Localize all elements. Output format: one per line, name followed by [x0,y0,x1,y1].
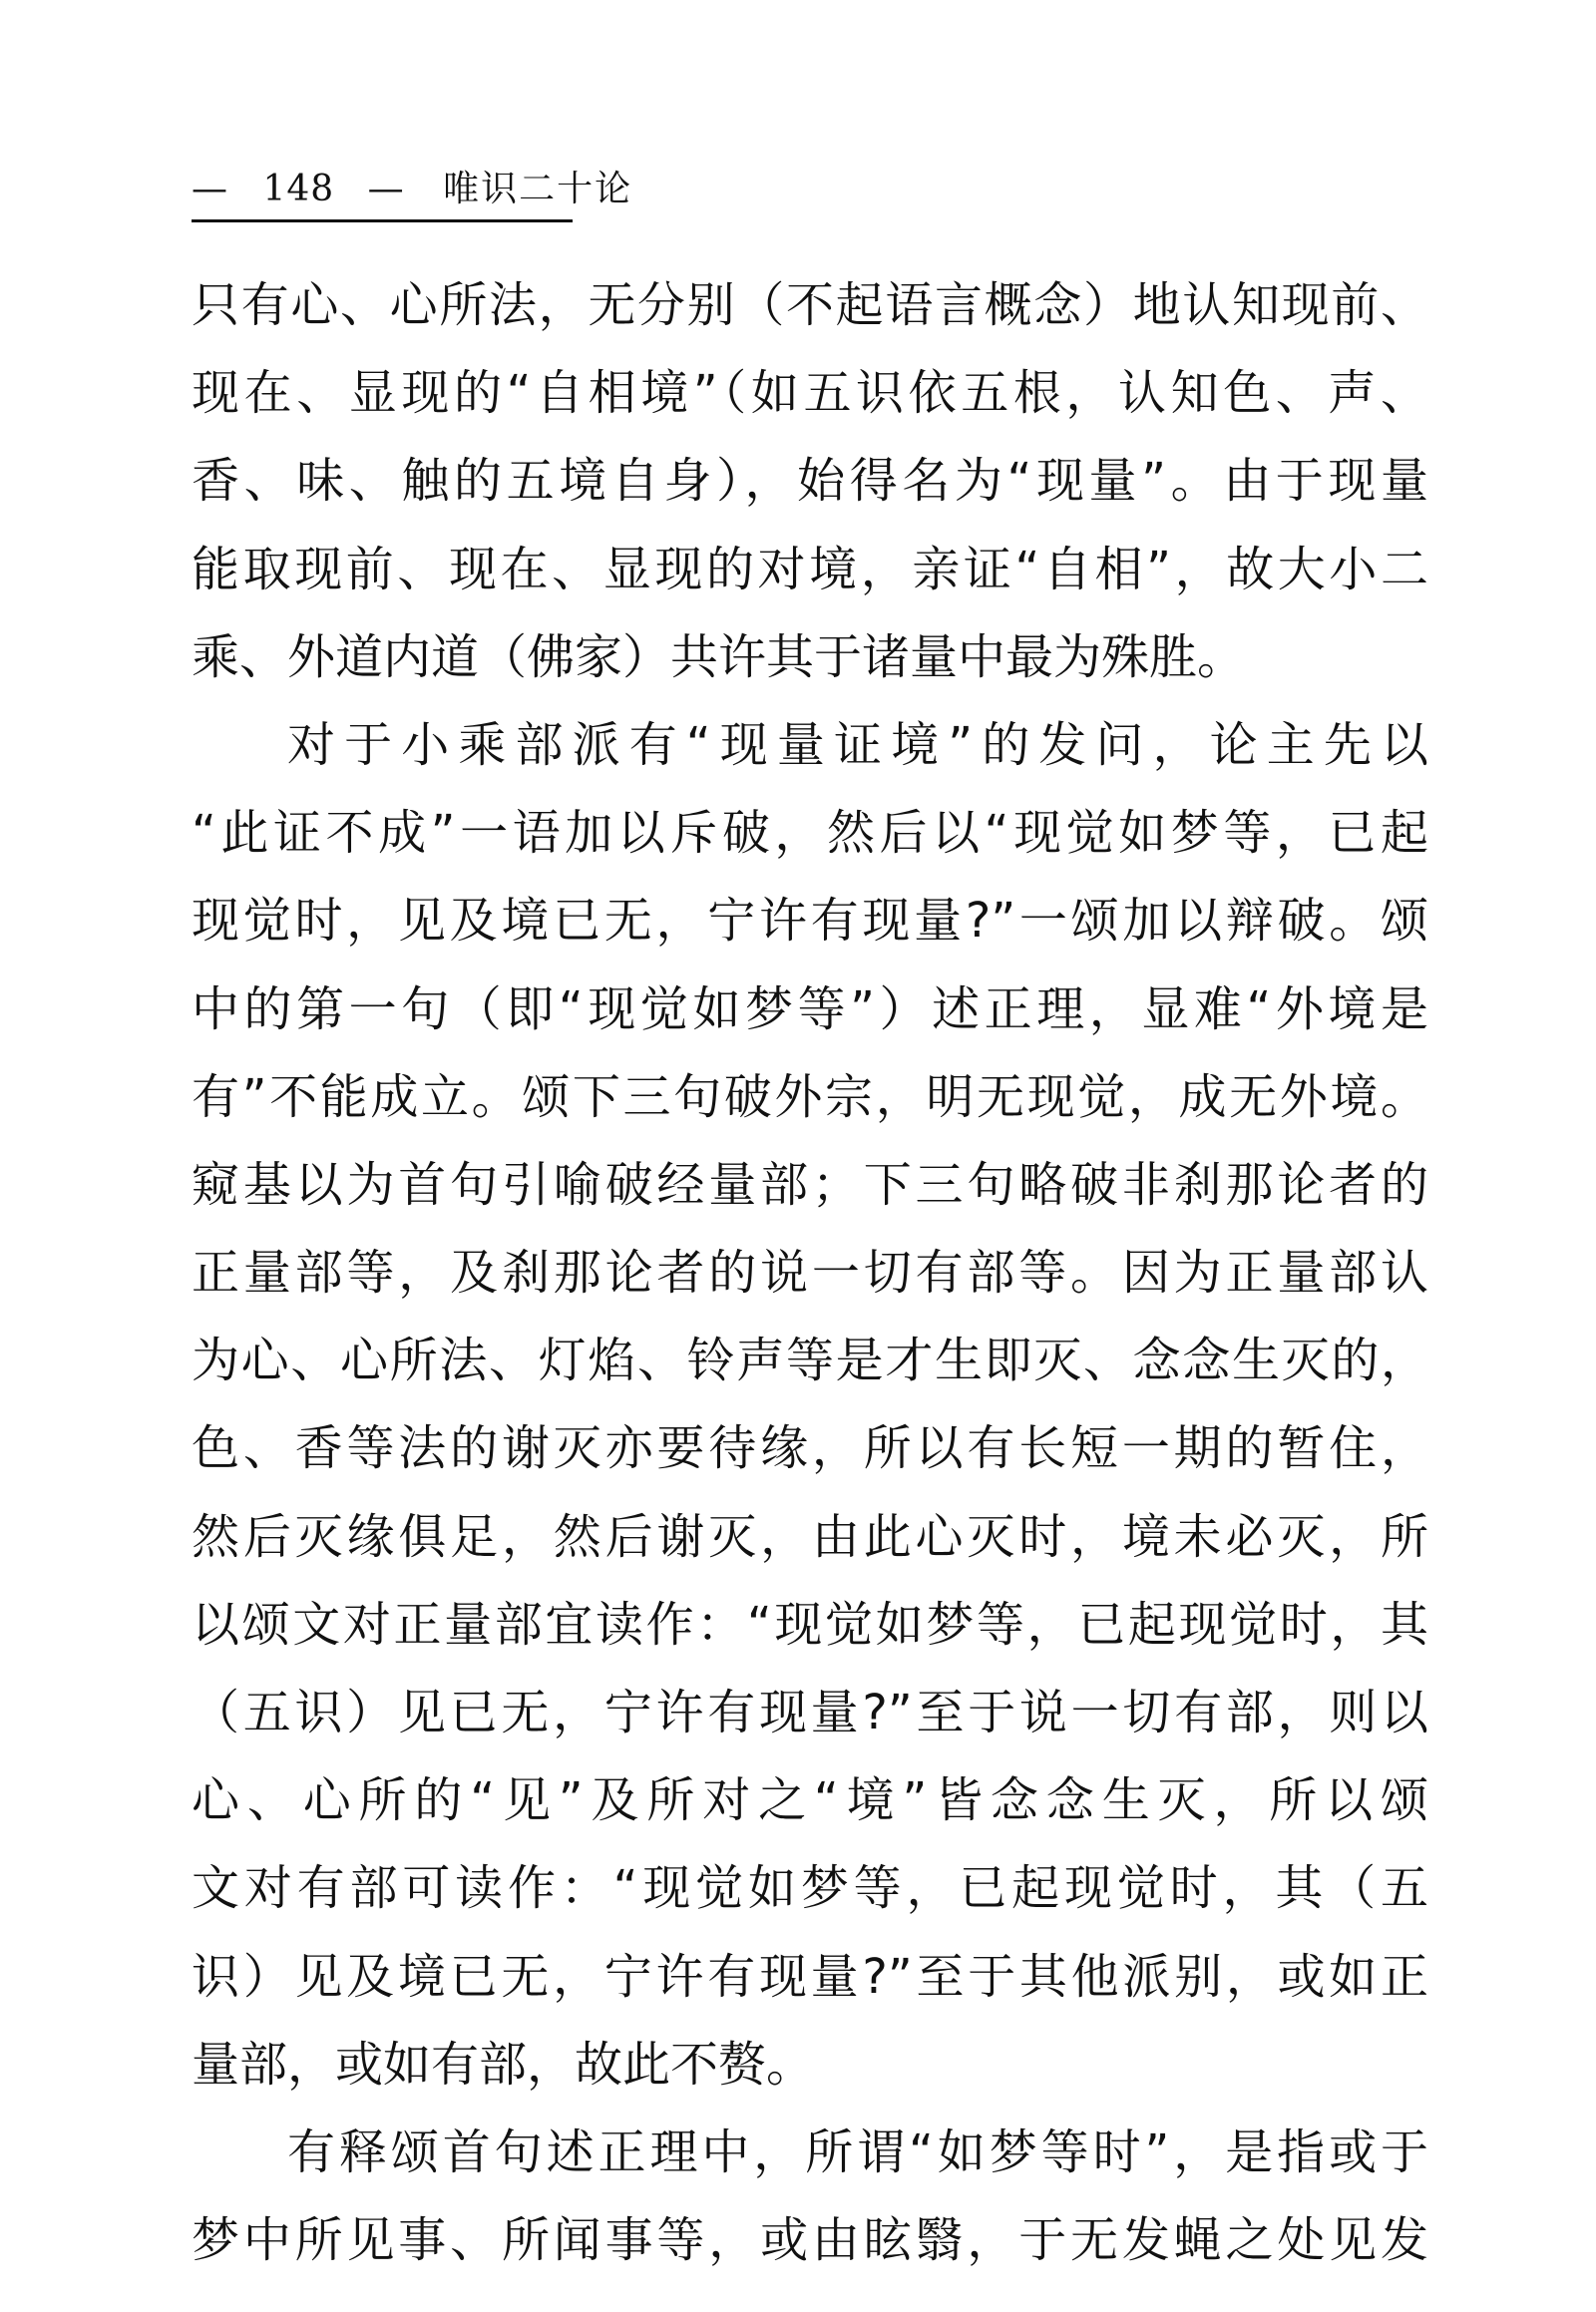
text-line: 只有心、心所法，无分别（不起语言概念）地认知现前、 [192,277,1428,333]
book-title: 唯识二十论 [443,169,633,209]
text-line: 以颂文对正量部宜读作：“现觉如梦等，已起现觉时，其 [192,1596,1428,1653]
text-line: 正量部等，及刹那论者的说一切有部等。因为正量部认 [192,1245,1428,1302]
running-head-rule [192,219,573,222]
text-line: 量部，或如有部，故此不赘。 [192,2036,815,2093]
text-line: 能取现前、现在、显现的对境，亲证“自相”，故大小二 [192,541,1428,597]
page-number: 148 [262,169,335,209]
text-line: （五识）见已无，宁许有现量?”至于说一切有部，则以 [192,1685,1428,1740]
text-line: 梦中所见事、所闻事等，或由眩翳，于无发蝇之处见发 [192,2212,1428,2269]
text-line: 乘、外道内道（佛家）共许其于诸量中最为殊胜。 [192,628,1246,685]
text-line: “此证不成”一语加以斥破，然后以“现觉如梦等，已起 [192,805,1428,862]
text-line: 中的第一句（即“现觉如梦等”）述正理，显难“外境是 [192,980,1428,1037]
text-line: 对于小乘部派有“现量证境”的发问，论主先以 [287,716,1428,773]
text-line: 香、味、触的五境自身），始得名为“现量”。由于现量 [192,453,1428,510]
text-line: 然后灭缘俱足，然后谢灭，由此心灭时，境未必灭，所 [192,1508,1428,1565]
text-line: 有释颂首句述正理中，所谓“如梦等时”，是指或于 [287,2123,1428,2180]
text-line: 窥基以为首句引喻破经量部；下三句略破非刹那论者的 [192,1156,1428,1213]
body-text [192,261,1428,2284]
running-head-dash-left: — [192,169,229,209]
text-line: 文对有部可读作：“现觉如梦等，已起现觉时，其（五 [192,1860,1428,1917]
text-line: 识）见及境已无，宁许有现量?”至于其他派别，或如正 [192,1948,1428,2005]
text-line: 现觉时，见及境已无，宁许有现量?”一颂加以辩破。颂 [192,893,1428,950]
text-line: 为心、心所法、灯焰、铃声等是才生即灭、念念生灭的， [192,1333,1428,1389]
text-line: 有”不能成立。颂下三句破外宗，明无现觉，成无外境。 [192,1068,1428,1125]
text-line: 心、心所的“见”及所对之“境”皆念念生灭，所以颂 [192,1772,1428,1829]
running-head-dash-right: — [367,169,406,209]
running-head [192,162,633,217]
text-line: 色、香等法的谢灭亦要待缘，所以有长短一期的暂住， [192,1420,1428,1477]
text-line: 现在、显现的“自相境”（如五识依五根，认知色、声、 [192,365,1428,422]
